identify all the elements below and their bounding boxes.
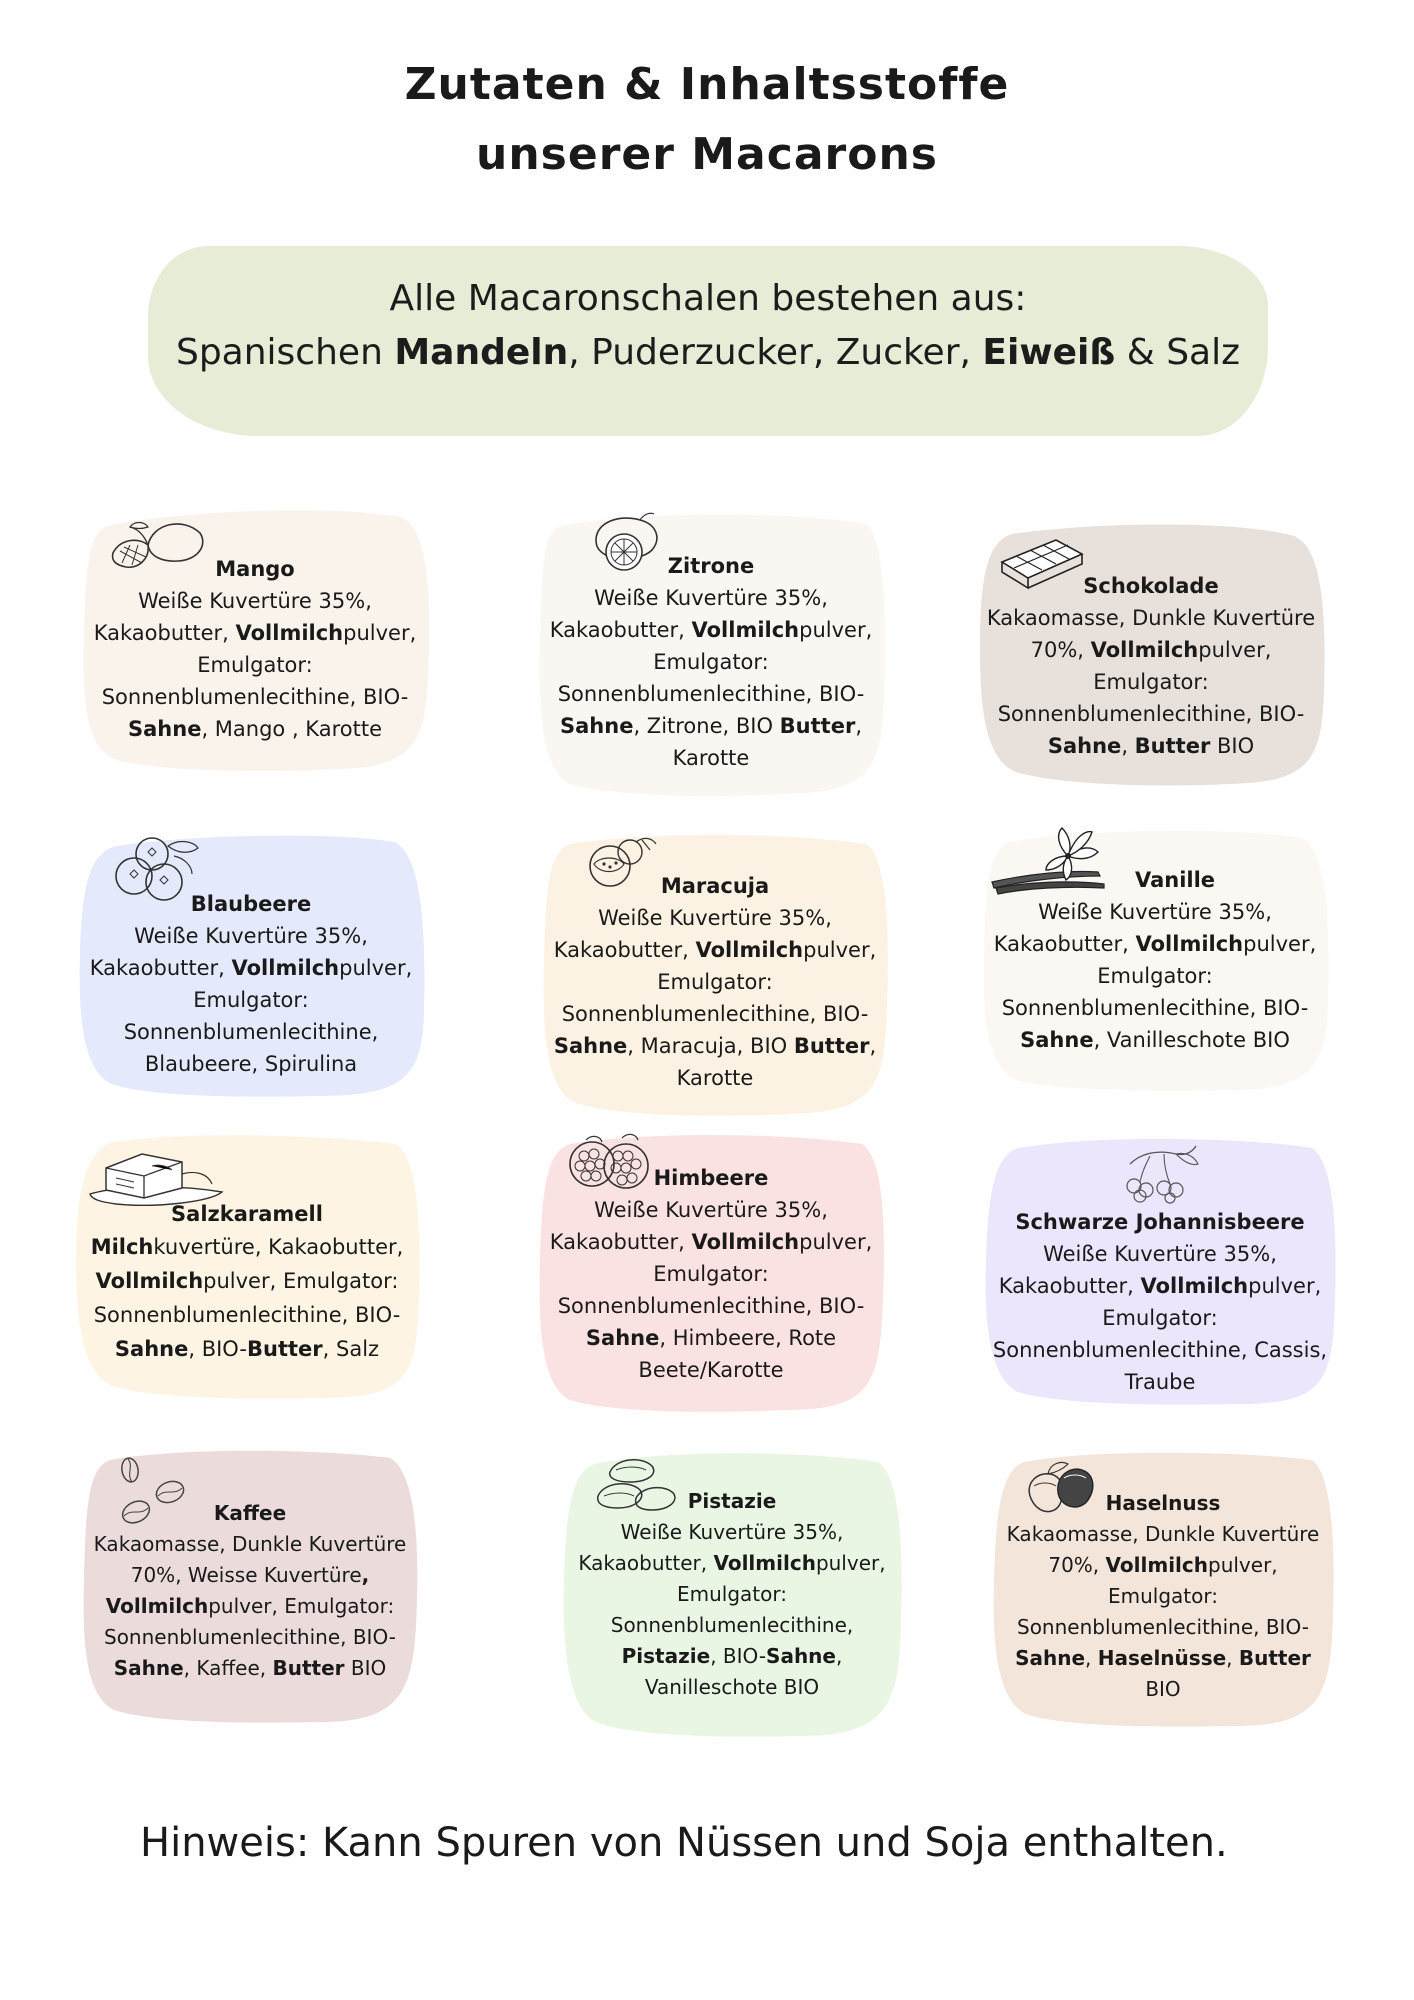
card-title: Zitrone — [667, 554, 755, 578]
card-salzkaramell — [72, 1130, 422, 1400]
ingredient-text: pulver, — [799, 618, 873, 642]
ingredient-line: Emulgator: — [653, 650, 769, 674]
ingredient-line — [982, 634, 1320, 666]
ingredient-text: kuvertüre, Kakaobutter, — [153, 1235, 404, 1259]
allergen: Sahne — [1020, 1028, 1094, 1052]
ingredient-text: , Zitrone, BIO — [633, 714, 780, 738]
ingredient-text: pulver, — [343, 621, 417, 645]
ingredient-text: pulver, — [1243, 932, 1317, 956]
ingredient-text: pulver, Emulgator: — [208, 1594, 395, 1618]
ingredient-text: pulver, — [799, 1230, 873, 1254]
blueberry-icon — [104, 834, 204, 904]
ingredient-line: Sonnenblumenlecithine, BIO- — [104, 1625, 396, 1649]
ingredient-line: Sonnenblumenlecithine, BIO- — [557, 682, 865, 706]
ingredient-line: Emulgator: — [1093, 670, 1209, 694]
ingredient-text: Kakaobutter, — [549, 618, 692, 642]
ingredient-line — [86, 617, 424, 649]
ingredient-line: Blaubeere, Spirulina — [144, 1052, 358, 1076]
ingredient-text: , — [1085, 1646, 1098, 1670]
ingredient-line — [996, 1550, 1330, 1581]
ingredient-text: pulver, — [815, 1551, 886, 1575]
ingredient-text: pulver, — [803, 938, 877, 962]
ingredient-line: Weiße Kuvertüre 35%, — [1043, 1242, 1277, 1266]
ingredient-line: Emulgator: — [197, 653, 313, 677]
ingredient-line — [546, 1030, 884, 1062]
ingredient-text: , — [1121, 734, 1135, 758]
ingredient-line — [982, 730, 1320, 762]
shells-text: Spanischen — [175, 332, 395, 373]
ingredient-text: , — [855, 714, 862, 738]
shells-info-ingredients — [148, 326, 1268, 380]
ingredient-text: , Maracuja, BIO — [627, 1034, 794, 1058]
card-title: Schwarze Johannisbeere — [1015, 1210, 1305, 1234]
ingredient-line: Sonnenblumenlecithine, BIO- — [1017, 1615, 1309, 1639]
allergen: Vollmilch — [231, 956, 340, 980]
ingredient-line — [86, 713, 424, 745]
allergen: Sahne — [1047, 734, 1122, 758]
card-blaubeere — [76, 832, 426, 1098]
ingredient-text: , Mango , Karotte — [201, 717, 382, 741]
allergen: Sahne — [128, 717, 202, 741]
ingredient-text: 70%, Weisse Kuvertüre — [130, 1563, 362, 1587]
ingredient-line: Weiße Kuvertüre 35%, — [598, 906, 832, 930]
allergen: Vollmilch — [1105, 1553, 1208, 1577]
ingredient-line: Sonnenblumenlecithine, BIO- — [101, 685, 409, 709]
allergen: Sahne — [553, 1034, 628, 1058]
ingredient-text: Kakaobutter, — [553, 938, 696, 962]
allergen: Vollmilch — [105, 1594, 209, 1618]
card-title: Schokolade — [1083, 574, 1219, 598]
shells-info — [148, 272, 1268, 380]
ingredient-line: Emulgator: — [657, 970, 773, 994]
allergen: Vollmilch — [95, 1269, 204, 1293]
ingredient-line — [566, 1548, 898, 1579]
shells-text: , Puderzucker, Zucker, — [568, 332, 983, 373]
ingredient-text: , BIO- — [188, 1337, 248, 1361]
allergen: Sahne — [560, 714, 634, 738]
ingredient-text: , — [836, 1644, 843, 1668]
ingredient-line: Weiße Kuvertüre 35%, — [138, 589, 372, 613]
allergen: Vollmilch — [235, 621, 344, 645]
allergen: Butter — [247, 1337, 323, 1361]
card-maracuja — [540, 830, 890, 1116]
ingredient-text: 70%, — [1030, 638, 1091, 662]
butter-icon — [86, 1134, 226, 1210]
ingredient-text: , BIO- — [710, 1644, 767, 1668]
allergen: Sahne — [113, 1656, 184, 1680]
ingredient-line — [86, 1653, 414, 1684]
lemon-icon — [586, 510, 666, 574]
card-title: Salzkaramell — [171, 1202, 323, 1226]
ingredient-line: Sonnenblumenlecithine, BIO- — [93, 1303, 401, 1327]
shells-info-heading: Alle Macaronschalen bestehen aus: — [389, 278, 1027, 319]
card-pistazie — [560, 1448, 904, 1738]
card-kaffee — [80, 1446, 420, 1724]
allergen: Sahne — [585, 1326, 660, 1350]
ingredient-text: , — [869, 1034, 877, 1058]
card-title: Mango — [215, 557, 295, 581]
ingredient-text: , Himbeere, Rote — [659, 1326, 837, 1350]
ingredient-line: Weiße Kuvertüre 35%, — [134, 924, 368, 948]
card-title: Himbeere — [653, 1166, 769, 1190]
currant-icon — [1120, 1142, 1200, 1204]
ingredient-text: , Salz — [322, 1337, 380, 1361]
ingredient-line: Kakaomasse, Dunkle Kuvertüre — [93, 1532, 407, 1556]
ingredient-text: pulver, — [1248, 1274, 1322, 1298]
card-mango — [80, 505, 430, 771]
ingredient-text: Kakaobutter, — [993, 932, 1136, 956]
ingredient-line: Weiße Kuvertüre 35%, — [620, 1520, 844, 1544]
ingredient-line: Emulgator: — [1102, 1306, 1218, 1330]
allergen: Vollmilch — [1140, 1274, 1249, 1298]
ingredient-line: Vanilleschote BIO — [644, 1675, 820, 1699]
raspberry-icon — [566, 1130, 656, 1196]
ingredient-line: Weiße Kuvertüre 35%, — [594, 1198, 828, 1222]
ingredient-line — [542, 1322, 880, 1354]
ingredient-text: 70%, — [1048, 1553, 1106, 1577]
ingredient-text: Kakaobutter, — [93, 621, 236, 645]
allergen: Vollmilch — [695, 938, 804, 962]
allergen: Vollmilch — [1090, 638, 1199, 662]
ingredient-line — [566, 1641, 898, 1672]
ingredient-line: Kakaomasse, Dunkle Kuvertüre — [986, 606, 1316, 630]
allergen: Butter — [1134, 734, 1211, 758]
ingredient-line — [988, 1270, 1332, 1302]
ingredient-line: Weiße Kuvertüre 35%, — [594, 586, 828, 610]
card-haselnuss — [990, 1448, 1336, 1728]
card-johannisbeere — [982, 1134, 1338, 1406]
ingredient-line — [986, 1024, 1324, 1056]
allergen: Butter — [793, 1034, 870, 1058]
ingredient-line — [542, 1226, 880, 1258]
allergen: Milch — [90, 1235, 154, 1259]
allergen: Butter — [779, 714, 856, 738]
card-himbeere — [536, 1130, 886, 1412]
mango-icon — [108, 515, 208, 573]
allergen: Vollmilch — [713, 1551, 816, 1575]
ingredient-text: Kakaobutter, — [549, 1230, 692, 1254]
card-title: Pistazie — [687, 1489, 777, 1513]
card-zitrone — [536, 510, 886, 796]
ingredient-line: Weiße Kuvertüre 35%, — [1038, 900, 1272, 924]
ingredient-line — [78, 1230, 416, 1264]
ingredient-line: Kakaomasse, Dunkle Kuvertüre — [1006, 1522, 1320, 1546]
ingredient-line — [996, 1643, 1330, 1705]
ingredient-text: BIO — [1145, 1677, 1181, 1701]
ingredient-line: Traube — [1124, 1370, 1196, 1394]
ingredient-line: Sonnenblumenlecithine, BIO- — [557, 1294, 865, 1318]
ingredient-line: Beete/Karotte — [638, 1358, 784, 1382]
ingredient-text: Kakaobutter, — [578, 1551, 714, 1575]
card-title: Blaubeere — [190, 892, 312, 916]
card-vanille — [980, 826, 1330, 1092]
card-schokolade — [976, 520, 1326, 786]
card-title: Haselnuss — [1105, 1491, 1221, 1515]
coffee-bean-icon — [116, 1454, 196, 1530]
ingredient-line — [546, 934, 884, 966]
ingredient-line: Emulgator: — [1097, 964, 1213, 988]
ingredient-text: pulver, — [1198, 638, 1272, 662]
ingredient-line: Karotte — [676, 1066, 754, 1090]
ingredient-line: Sonnenblumenlecithine, BIO- — [1001, 996, 1309, 1020]
title-line-2: unserer Macarons — [476, 129, 938, 180]
allergen: Vollmilch — [1135, 932, 1244, 956]
allergen: Vollmilch — [691, 618, 800, 642]
ingredient-text: , Vanilleschote BIO — [1093, 1028, 1290, 1052]
allergen: Vollmilch — [691, 1230, 800, 1254]
ingredient-line — [86, 1560, 414, 1591]
allergen: Butter — [272, 1656, 345, 1680]
ingredient-text: , — [361, 1563, 370, 1587]
ingredient-line — [542, 614, 880, 646]
vanilla-icon — [988, 826, 1118, 896]
pistachio-icon — [590, 1452, 680, 1518]
ingredient-text: BIO — [1210, 734, 1255, 758]
ingredient-line — [986, 928, 1324, 960]
allergen: Sahne — [1015, 1646, 1086, 1670]
page-title — [0, 50, 1414, 190]
ingredient-text: pulver, — [1208, 1553, 1278, 1577]
ingredient-text: pulver, Emulgator: — [203, 1269, 399, 1293]
title-line-1: Zutaten & Inhaltsstoffe — [404, 59, 1010, 110]
shells-allergen-almonds: Mandeln — [394, 332, 569, 373]
shells-allergen-egg: Eiweiß — [982, 332, 1116, 373]
ingredient-line — [78, 1264, 416, 1298]
passionfruit-icon — [580, 834, 660, 894]
ingredient-line — [82, 952, 420, 984]
ingredient-text: pulver, — [339, 956, 413, 980]
hazelnut-icon — [1020, 1456, 1100, 1526]
ingredient-line — [542, 710, 880, 742]
ingredient-line: Sonnenblumenlecithine, — [610, 1613, 854, 1637]
ingredient-line: Karotte — [672, 746, 750, 770]
allergen: Pistazie — [621, 1644, 711, 1668]
shells-text: & Salz — [1115, 332, 1241, 373]
ingredient-line: Sonnenblumenlecithine, BIO- — [561, 1002, 869, 1026]
ingredient-line: Sonnenblumenlecithine, Cassis, — [992, 1338, 1328, 1362]
allergen: Haselnüsse — [1097, 1646, 1227, 1670]
allergy-hint: Hinweis: Kann Spuren von Nüssen und Soja enthalten. — [140, 1820, 1228, 1866]
ingredient-line: Emulgator: — [653, 1262, 769, 1286]
allergen: Sahne — [766, 1644, 836, 1668]
allergen: Butter — [1238, 1646, 1311, 1670]
card-title: Vanille — [1134, 868, 1216, 892]
ingredient-text: Kakaobutter, — [89, 956, 232, 980]
ingredient-text: BIO — [344, 1656, 387, 1680]
ingredient-line — [78, 1332, 416, 1366]
card-title: Kaffee — [213, 1501, 287, 1525]
chocolate-icon — [996, 532, 1086, 592]
card-title: Maracuja — [660, 874, 770, 898]
ingredient-line: Emulgator: — [1108, 1584, 1218, 1608]
ingredient-line: Emulgator: — [677, 1582, 787, 1606]
ingredient-line: Emulgator: — [193, 988, 309, 1012]
allergen: Sahne — [114, 1337, 189, 1361]
ingredient-line — [86, 1591, 414, 1622]
ingredient-line: Sonnenblumenlecithine, — [123, 1020, 379, 1044]
ingredient-line: Sonnenblumenlecithine, BIO- — [997, 702, 1305, 726]
ingredient-text: , Kaffee, — [183, 1656, 273, 1680]
ingredient-text: Kakaobutter, — [998, 1274, 1141, 1298]
ingredient-text: , — [1226, 1646, 1239, 1670]
